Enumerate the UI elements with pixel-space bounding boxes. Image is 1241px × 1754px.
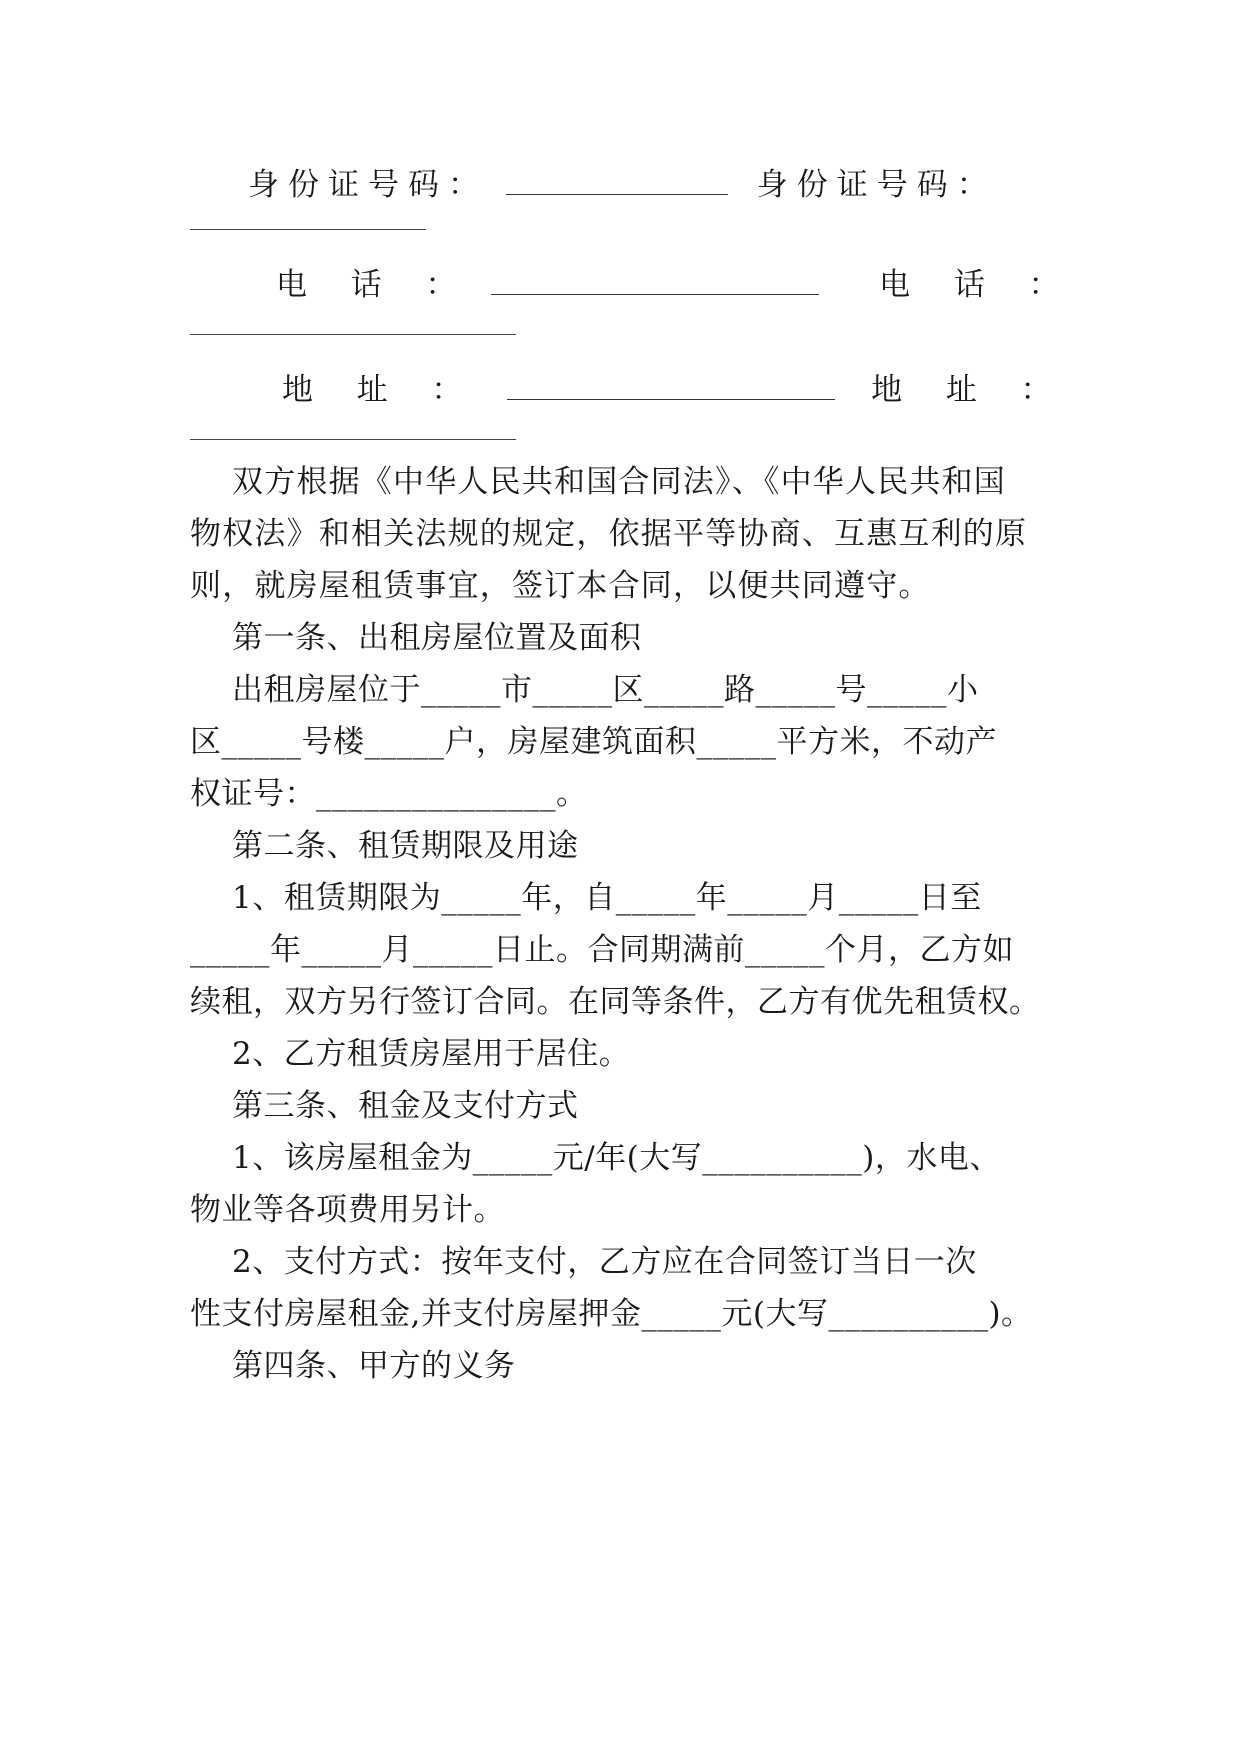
intro-line-2: 物权法》和相关法规的规定，依据平等协商、互惠互利的原 — [190, 516, 1028, 552]
phone-row — [276, 265, 1068, 305]
article-3-line-2: 物业等各项费用另计。 — [190, 1192, 505, 1228]
id-blank-party-b[interactable] — [190, 228, 426, 230]
phone-blank-party-a[interactable] — [491, 268, 819, 295]
article-1-title: 第一条、出租房屋位置及面积 — [232, 620, 642, 656]
address-label-party-b: 地 址 ： — [871, 372, 1060, 408]
article-3-line-3: 2、支付方式：按年支付，乙方应在合同签订当日一次 — [232, 1244, 977, 1280]
article-1-line-1: 出租房屋位于_____市_____区_____路_____号_____小 — [232, 672, 979, 708]
phone-label-party-b: 电 话 ： — [879, 267, 1068, 303]
article-3-line-1: 1、该房屋租金为_____元/年(大写__________)，水电、 — [232, 1140, 1001, 1176]
article-2-line-4: 2、乙方租赁房屋用于居住。 — [232, 1036, 631, 1072]
phone-blank-party-b[interactable] — [190, 333, 516, 335]
article-3-line-4: 性支付房屋租金,并支付房屋押金_____元(大写__________)。 — [190, 1296, 1033, 1332]
article-2-title: 第二条、租赁期限及用途 — [232, 828, 579, 864]
address-blank-party-a[interactable] — [507, 373, 835, 400]
id-label-party-b: 身份证号码： — [756, 167, 997, 203]
article-4-title: 第四条、甲方的义务 — [232, 1348, 516, 1384]
article-2-line-2: _____年_____月_____日止。合同期满前_____个月，乙方如 — [190, 932, 1014, 968]
phone-label-party-a: 电 话 ： — [276, 267, 465, 303]
article-2-line-1: 1、租赁期限为_____年，自_____年_____月_____日至 — [232, 880, 982, 916]
id-label-party-a: 身份证号码： — [248, 167, 488, 203]
article-3-title: 第三条、租金及支付方式 — [232, 1088, 579, 1124]
id-blank-party-a[interactable] — [506, 168, 728, 195]
address-label-party-a: 地 址 ： — [282, 372, 471, 408]
article-1-line-2: 区_____号楼_____户，房屋建筑面积_____平方米，不动产 — [190, 724, 997, 760]
article-2-line-3: 续租，双方另行签订合同。在同等条件，乙方有优先租赁权。 — [190, 984, 1041, 1020]
address-row — [282, 370, 1060, 410]
id-number-row — [248, 165, 1060, 205]
article-1-line-3: 权证号：_______________。 — [190, 776, 588, 812]
intro-line-1: 双方根据《中华人民共和国合同法》、《中华人民共和国 — [232, 464, 1006, 500]
intro-line-3: 则，就房屋租赁事宜，签订本合同，以便共同遵守。 — [190, 568, 931, 604]
address-blank-party-b[interactable] — [190, 438, 516, 440]
